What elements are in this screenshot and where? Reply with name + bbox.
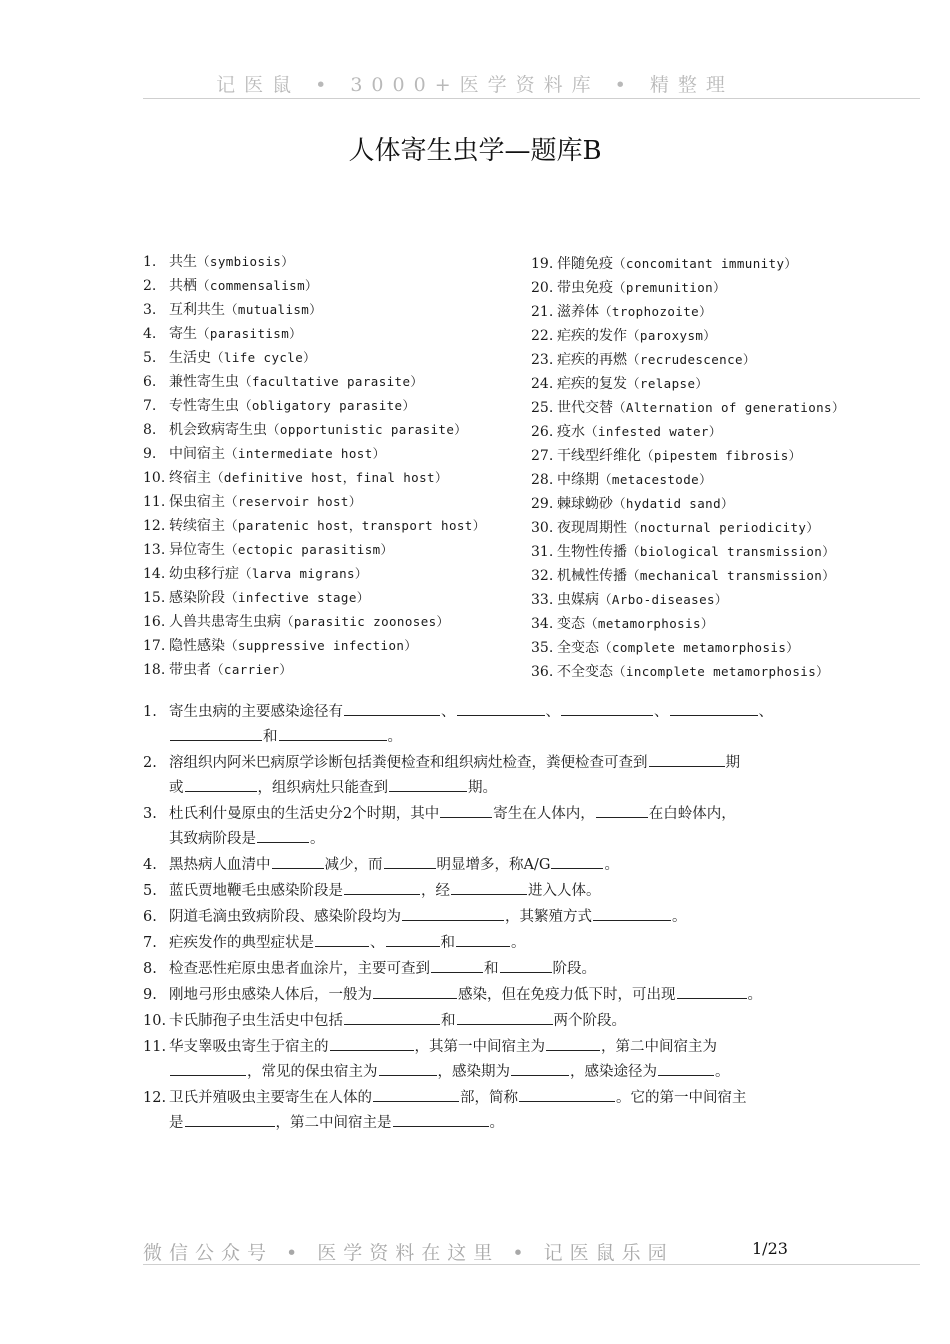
- answer-blank[interactable]: [658, 1060, 714, 1076]
- answer-blank[interactable]: [596, 802, 648, 818]
- answer-blank[interactable]: [379, 1060, 437, 1076]
- answer-blank[interactable]: [561, 700, 653, 716]
- answer-blank[interactable]: [330, 1035, 414, 1051]
- answer-blank[interactable]: [457, 1009, 553, 1025]
- term-item: 8. 机会致病寄生虫（opportunistic parasite）: [143, 422, 468, 438]
- footer-watermark: 微信公众号 • 医学资料在这里 • 记医鼠乐园: [143, 1242, 674, 1264]
- term-item: 34. 变态（metamorphosis）: [531, 616, 714, 632]
- answer-blank[interactable]: [315, 931, 369, 947]
- question-item: 8. 检查恶性疟原虫患者血涂片，主要可查到 和 阶段。: [143, 957, 843, 982]
- term-item: 15. 感染阶段（infective stage）: [143, 590, 370, 606]
- term-item: 20. 带虫免疫（premunition）: [531, 280, 726, 296]
- answer-blank[interactable]: [373, 983, 457, 999]
- term-list-left: [143, 250, 523, 682]
- term-item: 14. 幼虫移行症（larva migrans）: [143, 566, 368, 582]
- answer-blank[interactable]: [344, 700, 440, 716]
- term-item: 4. 寄生（parasitism）: [143, 326, 303, 342]
- term-item: 31. 生物性传播（biological transmission）: [531, 544, 836, 560]
- term-item: 25. 世代交替（Alternation of generations）: [531, 400, 845, 416]
- term-item: 23. 疟疾的再燃（recrudescence）: [531, 352, 756, 368]
- answer-blank[interactable]: [384, 853, 436, 869]
- answer-blank[interactable]: [677, 983, 747, 999]
- term-item: 17. 隐性感染（suppressive infection）: [143, 638, 418, 654]
- term-item: 6. 兼性寄生虫（facultative parasite）: [143, 374, 424, 390]
- answer-blank[interactable]: [185, 776, 257, 792]
- term-item: 7. 专性寄生虫（obligatory parasite）: [143, 398, 416, 414]
- question-item: 9. 刚地弓形虫感染人体后，一般为 感染，但在免疫力低下时，可出现 。: [143, 983, 843, 1008]
- term-item: 36. 不全变态（incomplete metamorphosis）: [531, 664, 830, 680]
- term-item: 3. 互利共生（mutualism）: [143, 302, 323, 318]
- term-item: 16. 人兽共患寄生虫病（parasitic zoonoses）: [143, 614, 450, 630]
- answer-blank[interactable]: [386, 931, 440, 947]
- answer-blank[interactable]: [649, 751, 725, 767]
- answer-blank[interactable]: [519, 1086, 615, 1102]
- term-item: 5. 生活史（life cycle）: [143, 350, 317, 366]
- term-item: 2. 共栖（commensalism）: [143, 278, 318, 294]
- answer-blank[interactable]: [511, 1060, 569, 1076]
- question-item: 1. 寄生虫病的主要感染途径有 、 、 、 、 和 。: [143, 700, 843, 750]
- question-item: 4. 黑热病人血清中 减少，而 明显增多，称A/G 。: [143, 853, 843, 878]
- term-item: 12. 转续宿主（paratenic host，transport host）: [143, 518, 486, 534]
- question-item: 2. 溶组织内阿米巴病原学诊断包括粪便检查和组织病灶检查，粪便检查可查到 期 或 ，组织病灶只能查到 期。: [143, 751, 843, 801]
- answer-blank[interactable]: [593, 905, 671, 921]
- answer-blank[interactable]: [431, 957, 483, 973]
- term-item: 22. 疟疾的发作（paroxysm）: [531, 328, 717, 344]
- footer-divider: [143, 1264, 920, 1265]
- header-watermark: 记医鼠 • 3000+医学资料库 • 精整理: [216, 74, 734, 96]
- term-item: 11. 保虫宿主（reservoir host）: [143, 494, 362, 510]
- answer-blank[interactable]: [551, 853, 603, 869]
- answer-blank[interactable]: [279, 725, 387, 741]
- term-item: 9. 中间宿主（intermediate host）: [143, 446, 386, 462]
- term-item: 35. 全变态（complete metamorphosis）: [531, 640, 800, 656]
- answer-blank[interactable]: [185, 1111, 275, 1127]
- page-title: 人体寄生虫学—题库B: [348, 136, 602, 166]
- term-item: 21. 滋养体（trophozoite）: [531, 304, 712, 320]
- term-item: 19. 伴随免疫（concomitant immunity）: [531, 256, 798, 272]
- answer-blank[interactable]: [457, 700, 545, 716]
- fill-in-blank-section: [143, 700, 843, 1137]
- term-item: 1. 共生（symbiosis）: [143, 254, 295, 270]
- answer-blank[interactable]: [344, 879, 420, 895]
- term-item: 26. 疫水（infested water）: [531, 424, 722, 440]
- answer-blank[interactable]: [440, 802, 492, 818]
- answer-blank[interactable]: [389, 776, 467, 792]
- term-list-right: [531, 252, 941, 684]
- question-item: 6. 阴道毛滴虫致病阶段、感染阶段均为 ，其繁殖方式 。: [143, 905, 843, 930]
- answer-blank[interactable]: [272, 853, 324, 869]
- question-item: 10. 卡氏肺孢子虫生活史中包括 和 两个阶段。: [143, 1009, 843, 1034]
- term-item: 24. 疟疾的复发（relapse）: [531, 376, 709, 392]
- term-item: 13. 异位寄生（ectopic parasitism）: [143, 542, 394, 558]
- question-item: 3. 杜氏利什曼原虫的生活史分2个时期，其中 寄生在人体内， 在白蛉体内， 其致病阶段是 。: [143, 802, 843, 852]
- answer-blank[interactable]: [170, 725, 262, 741]
- term-item: 32. 机械性传播（mechanical transmission）: [531, 568, 836, 584]
- header-divider: [143, 98, 920, 99]
- answer-blank[interactable]: [402, 905, 504, 921]
- question-item: 12. 卫氏并殖吸虫主要寄生在人体的 部，简称 。它的第一中间宿主 是 ，第二中间宿主是 。: [143, 1086, 843, 1136]
- term-item: 29. 棘球蚴砂（hydatid sand）: [531, 496, 734, 512]
- answer-blank[interactable]: [373, 1086, 459, 1102]
- answer-blank[interactable]: [393, 1111, 489, 1127]
- question-item: 5. 蓝氏贾地鞭毛虫感染阶段是 ，经 进入人体。: [143, 879, 843, 904]
- answer-blank[interactable]: [344, 1009, 440, 1025]
- term-item: 30. 夜现周期性（nocturnal periodicity）: [531, 520, 820, 536]
- question-item: 7. 疟疾发作的典型症状是 、 和 。: [143, 931, 843, 956]
- answer-blank[interactable]: [670, 700, 758, 716]
- question-item: 11. 华支睾吸虫寄生于宿主的 ，其第一中间宿主为 ，第二中间宿主为 ，常见的保虫宿主为 ，感染期为 ，感染途径为 。: [143, 1035, 843, 1085]
- answer-blank[interactable]: [456, 931, 510, 947]
- answer-blank[interactable]: [170, 1060, 246, 1076]
- term-item: 18. 带虫者（carrier）: [143, 662, 293, 678]
- term-item: 33. 虫媒病（Arbo-diseases）: [531, 592, 728, 608]
- answer-blank[interactable]: [546, 1035, 600, 1051]
- answer-blank[interactable]: [257, 827, 309, 843]
- answer-blank[interactable]: [451, 879, 527, 895]
- page-number: 1/23: [752, 1239, 788, 1258]
- term-item: 10. 终宿主（definitive host，final host）: [143, 470, 448, 486]
- term-item: 28. 中绦期（metacestode）: [531, 472, 712, 488]
- answer-blank[interactable]: [500, 957, 552, 973]
- term-item: 27. 干线型纤维化（pipestem fibrosis）: [531, 448, 802, 464]
